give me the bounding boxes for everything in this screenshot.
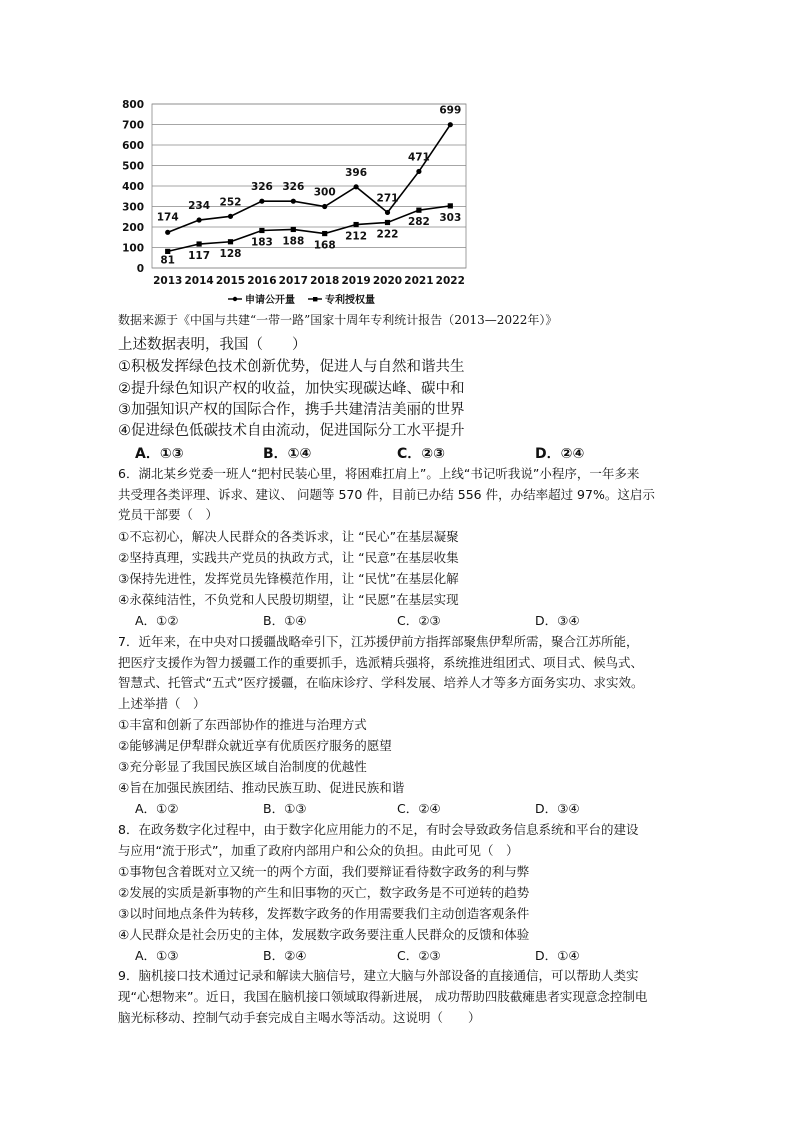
legend-label-2: 专利授权量 bbox=[325, 295, 375, 306]
chart-series bbox=[157, 105, 462, 267]
q5-item-2: ②提升绿色知识产权的收益，加快实现碳达峰、碳中和 bbox=[118, 381, 465, 397]
chart-legend bbox=[228, 293, 375, 306]
data-label: 396 bbox=[345, 166, 368, 179]
q6-line-2: 共受理各类评理、诉求、建议、 问题等 570 件，目前已办结 556 件，办结率超过 97%。这启示 bbox=[118, 487, 655, 502]
y-tick-label: 500 bbox=[122, 160, 144, 173]
data-label: 300 bbox=[313, 186, 336, 199]
x-tick-label: 2014 bbox=[184, 275, 214, 287]
q6-item-2: ②坚持真理，实践共产党员的执政方式，让 “民意”在基层收集 bbox=[118, 550, 459, 565]
q8-option-d[interactable]: D．①④ bbox=[535, 948, 580, 963]
x-tick-label: 2018 bbox=[310, 275, 340, 287]
y-tick-label: 100 bbox=[122, 242, 144, 255]
q9-line-1: 9．脑机接口技术通过记录和解读大脑信号，建立大脑与外部设备的直接通信，可以帮助人类实 bbox=[118, 968, 639, 983]
data-label: 222 bbox=[376, 228, 399, 241]
q7-item-3: ③充分彰显了我国民族区域自治制度的优越性 bbox=[118, 759, 367, 774]
x-tick-label: 2020 bbox=[372, 275, 403, 287]
q6-option-b[interactable]: B．①④ bbox=[263, 613, 307, 628]
data-label: 699 bbox=[439, 104, 462, 117]
data-label: 128 bbox=[219, 247, 242, 260]
q5-option-d[interactable]: D．②④ bbox=[535, 446, 585, 462]
data-label: 212 bbox=[345, 230, 368, 243]
q8-option-b[interactable]: B．②④ bbox=[263, 948, 307, 963]
q8-item-4: ④人民群众是社会历史的主体，发展数字政务要注重人民群众的反馈和体验 bbox=[118, 927, 530, 942]
q7-item-4: ④旨在加强民族团结、推动民族互助、促进民族和谐 bbox=[118, 780, 405, 795]
data-label: 117 bbox=[188, 250, 211, 263]
x-axis-ticks bbox=[153, 275, 465, 287]
x-tick-label: 2019 bbox=[341, 275, 371, 287]
q8-item-1: ①事物包含着既对立又统一的两个方面，我们要辩证看待数字政务的利与弊 bbox=[118, 864, 530, 879]
q9-line-2: 现“心想物来”。近日，我国在脑机接口领域取得新进展， 成功帮助四肢截瘫患者实现意念控制电 bbox=[118, 989, 648, 1004]
q6-option-d[interactable]: D．③④ bbox=[535, 613, 580, 628]
data-label: 252 bbox=[219, 196, 242, 209]
series-point-2 bbox=[385, 220, 390, 225]
series-point-1 bbox=[448, 122, 453, 127]
q7-line-3: 智慧式、托管式“五式”医疗援疆，在临床诊疗、学科发展、培养人才等多方面务实功、求实效。 bbox=[118, 675, 644, 690]
y-tick-label: 300 bbox=[122, 201, 144, 214]
data-label: 471 bbox=[407, 151, 430, 164]
data-label: 183 bbox=[250, 236, 273, 249]
y-tick-label: 700 bbox=[122, 119, 144, 132]
data-label: 81 bbox=[160, 254, 176, 267]
q7-line-1: 7．近年来，在中央对口援疆战略牵引下，江苏援伊前方指挥部聚焦伊犁所需，聚合江苏所能， bbox=[118, 634, 639, 649]
series-point-2 bbox=[228, 239, 233, 244]
data-label: 168 bbox=[313, 239, 336, 252]
q8-item-3: ③以时间地点条件为转移，发挥数字政务的作用需要我们主动创造客观条件 bbox=[118, 906, 530, 921]
series-point-1 bbox=[197, 217, 202, 222]
q7-item-1: ①丰富和创新了东西部协作的推进与治理方式 bbox=[118, 717, 367, 732]
series-point-1 bbox=[291, 199, 296, 204]
data-label: 282 bbox=[407, 216, 430, 229]
q5-option-b[interactable]: B．①④ bbox=[263, 446, 312, 462]
q5-item-3: ③加强知识产权的国际合作，携手共建清洁美丽的世界 bbox=[118, 402, 465, 418]
q8-line-2: 与应用“流于形式”，加重了政府内部用户和公众的负担。由此可见（ ） bbox=[118, 843, 519, 858]
data-label: 326 bbox=[250, 181, 273, 194]
x-tick-label: 2017 bbox=[278, 275, 308, 287]
legend-marker-1 bbox=[233, 297, 237, 301]
series-point-1 bbox=[322, 204, 327, 209]
x-tick-label: 2021 bbox=[404, 275, 434, 287]
y-tick-label: 400 bbox=[122, 181, 144, 193]
q7-line-4: 上述举措（ ） bbox=[118, 696, 206, 711]
data-source-note: 数据来源于《中国与共建“一带一路”国家十周年专利统计报告（2013—2022年）》 bbox=[118, 313, 558, 327]
legend-marker-2 bbox=[313, 297, 317, 301]
q7-option-c[interactable]: C．②④ bbox=[397, 801, 441, 816]
q7-option-d[interactable]: D．③④ bbox=[535, 801, 580, 816]
q7-line-2: 把医疗支援作为智力援疆工作的重要抓手，选派精兵强将，系统推进组团式、项目式、候鸟式、 bbox=[118, 655, 644, 670]
series-point-1 bbox=[228, 214, 233, 219]
q8-option-a[interactable]: A．①③ bbox=[135, 948, 179, 963]
series-point-1 bbox=[259, 199, 264, 204]
q5-option-c[interactable]: C．②③ bbox=[397, 446, 445, 462]
q7-option-b[interactable]: B．①③ bbox=[263, 801, 307, 816]
q6-line-1: 6．湖北某乡党委一班人“把村民装心里，将困难扛肩上”。上线“书记听我说”小程序，一年多来 bbox=[118, 466, 640, 481]
y-tick-label: 0 bbox=[136, 263, 144, 275]
data-label: 234 bbox=[188, 200, 211, 213]
series-point-2 bbox=[259, 228, 264, 233]
q6-option-c[interactable]: C．②③ bbox=[397, 613, 441, 628]
q8-item-2: ②发展的实质是新事物的产生和旧事物的灭亡，数字政务是不可逆转的趋势 bbox=[118, 885, 530, 900]
series-point-2 bbox=[322, 231, 327, 236]
q5-item-1: ①积极发挥绿色技术创新优势，促进人与自然和谐共生 bbox=[118, 359, 465, 375]
q7-option-a[interactable]: A．①② bbox=[135, 801, 179, 816]
series-point-2 bbox=[448, 203, 453, 208]
patent-line-chart bbox=[110, 95, 480, 307]
series-point-2 bbox=[197, 241, 202, 246]
series-point-1 bbox=[165, 230, 170, 235]
q6-item-3: ③保持先进性，发挥党员先锋模范作用，让 “民忧”在基层化解 bbox=[118, 571, 459, 586]
q8-option-c[interactable]: C．②③ bbox=[397, 948, 441, 963]
q6-item-1: ①不忘初心，解决人民群众的各类诉求，让 “民心”在基层凝聚 bbox=[118, 529, 459, 544]
q9-line-3: 脑光标移动、控制气动手套完成自主喝水等活动。这说明（ ） bbox=[118, 1010, 481, 1025]
data-label: 326 bbox=[282, 181, 305, 194]
data-label: 174 bbox=[156, 211, 179, 224]
x-tick-label: 2016 bbox=[247, 275, 277, 287]
data-label: 188 bbox=[282, 235, 305, 248]
q8-line-1: 8．在政务数字化过程中，由于数字化应用能力的不足，有时会导致政务信息系统和平台的建设 bbox=[118, 822, 639, 837]
q6-option-a[interactable]: A．①② bbox=[135, 613, 179, 628]
y-tick-label: 800 bbox=[122, 99, 144, 111]
q7-item-2: ②能够满足伊犁群众就近享有优质医疗服务的愿望 bbox=[118, 738, 392, 753]
data-label: 303 bbox=[439, 211, 462, 224]
legend-label-1: 申请公开量 bbox=[245, 295, 295, 306]
x-tick-label: 2015 bbox=[215, 275, 246, 287]
q5-stem: 上述数据表明，我国（ ） bbox=[118, 337, 307, 353]
y-tick-label: 200 bbox=[122, 222, 144, 234]
x-tick-label: 2013 bbox=[153, 275, 183, 287]
y-tick-label: 600 bbox=[122, 140, 144, 152]
q6-item-4: ④永葆纯洁性，不负党和人民殷切期望，让 “民愿”在基层实现 bbox=[118, 592, 459, 607]
series-point-1 bbox=[416, 169, 421, 174]
x-tick-label: 2022 bbox=[435, 275, 465, 287]
series-point-1 bbox=[385, 210, 390, 215]
q5-option-a[interactable]: A．①③ bbox=[135, 446, 184, 462]
q5-item-4: ④促进绿色低碳技术自由流动，促进国际分工水平提升 bbox=[118, 423, 465, 439]
q6-line-3: 党员干部要（ ） bbox=[118, 507, 219, 522]
series-point-2 bbox=[416, 208, 421, 213]
series-point-2 bbox=[165, 249, 170, 254]
series-point-1 bbox=[354, 184, 359, 189]
series-point-2 bbox=[291, 227, 296, 232]
series-line-2 bbox=[168, 206, 451, 252]
data-label: 271 bbox=[376, 192, 399, 205]
series-point-2 bbox=[354, 222, 359, 227]
y-axis-ticks bbox=[122, 99, 144, 275]
